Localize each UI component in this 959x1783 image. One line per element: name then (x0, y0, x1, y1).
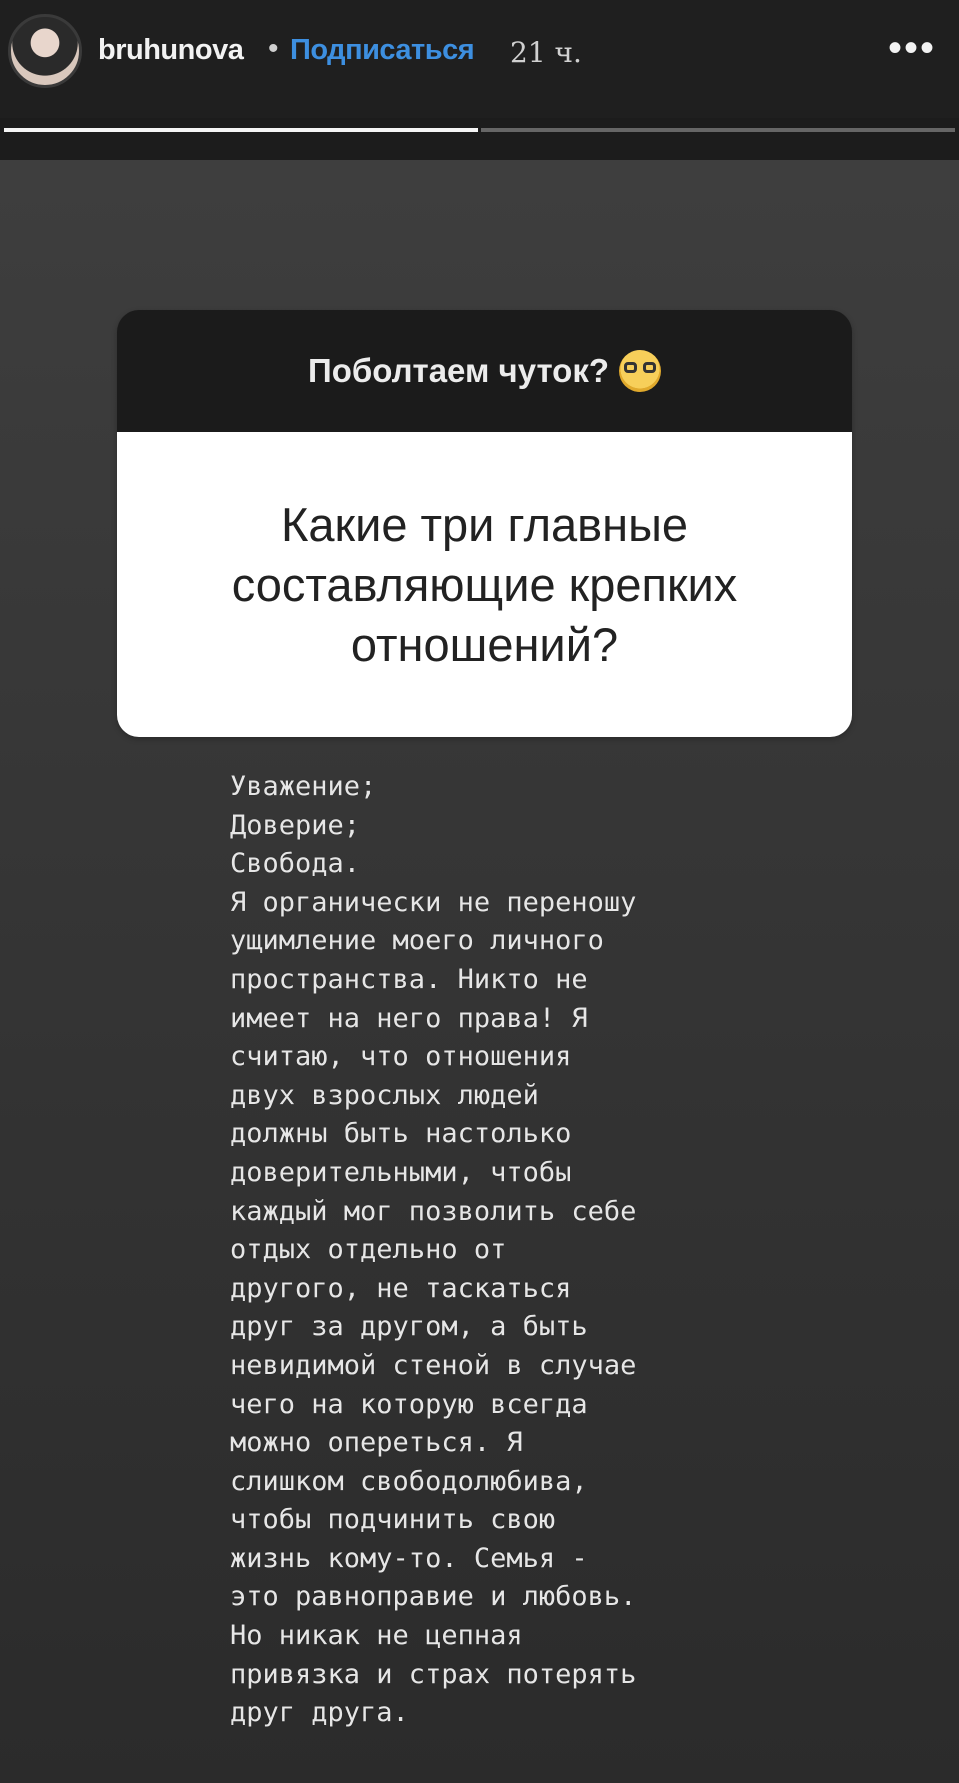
question-sticker-body (117, 432, 852, 737)
story-header (0, 0, 959, 118)
question-prompt: Поболтаем чуток? (307, 352, 610, 389)
avatar[interactable] (8, 14, 82, 88)
separator-dot: • (268, 32, 279, 65)
progress-segment (481, 128, 955, 132)
question-sticker-header (117, 310, 852, 432)
story-progress-bar (4, 128, 955, 132)
question-sticker (117, 310, 852, 737)
post-time: 21 ч. (510, 36, 582, 69)
progress-segment (4, 128, 478, 132)
more-options-icon[interactable]: ••• (888, 26, 937, 70)
answer-text: Уважение; Доверие; Свобода. Я органически не переношу ущимление моего личного пространства. Никто не имеет на него права! Я считаю, что отношения двух взрослых людей должны быть настолько доверительными, чтобы каждый мог позволить себе отдых отдельно от другого, не таскаться друг за другом, а быть невидимой стеной в случае чего на которую всегда можно опереться. Я слишком свободолюбива, чтобы подчинить свою жизнь кому-то. Семья - это равноправие и любовь. Но никак не цепная привязка и страх потерять друг друга. (230, 771, 637, 1729)
username[interactable]: bruhunova (98, 34, 244, 66)
follow-button[interactable]: Подписаться (290, 34, 475, 66)
story-content[interactable] (0, 160, 959, 1783)
question-text: Какие три главные составляющие крепких отношений? (231, 497, 738, 671)
nerd-face-icon (619, 350, 661, 392)
